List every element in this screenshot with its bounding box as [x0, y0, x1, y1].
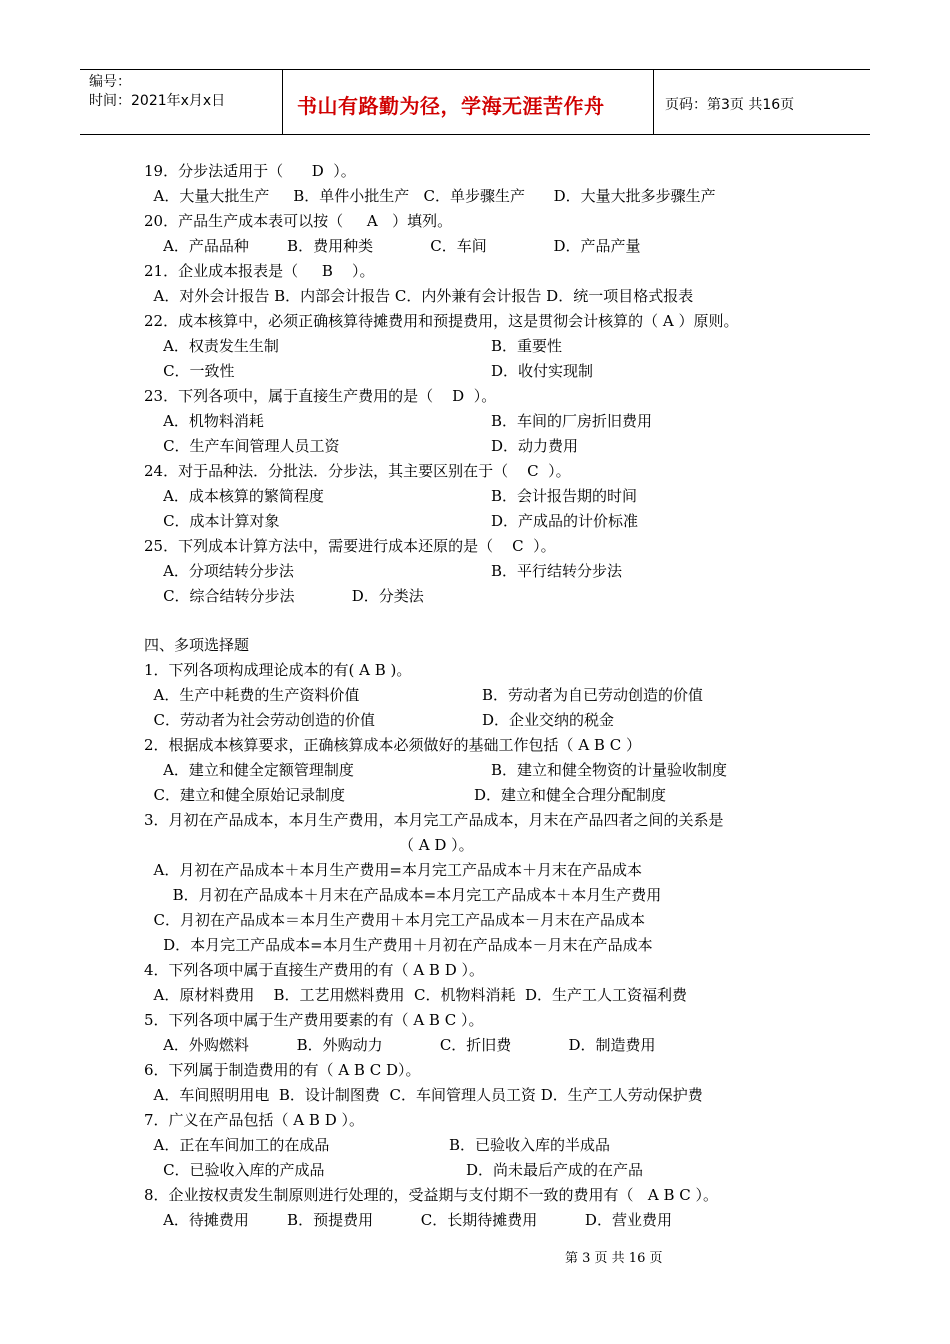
mc-option-2-d: D．建立和健全合理分配制度: [474, 786, 667, 804]
mc-question-7: 7．广义在产品包括（ A B D ）。: [144, 1111, 364, 1129]
question-25: 25．下列成本计算方法中，需要进行成本还原的是（ C ）。: [144, 537, 556, 555]
mc-option-3-a: A．月初在产品成本＋本月生产费用=本月完工产品成本＋月末在产品成本: [144, 861, 642, 879]
question-21: 21．企业成本报表是（ B ）。: [144, 262, 375, 280]
serial-label: 编号：: [89, 74, 131, 90]
mc-option-3-b: B．月初在产品成本＋月末在产品成本=本月完工产品成本＋本月生产费用: [144, 886, 662, 904]
option-25-a: A．分项结转分步法: [144, 562, 294, 580]
mc-option-3-d: D．本月完工产品成本=本月生产费用＋月初在产品成本－月末在产品成本: [144, 936, 653, 954]
header-top-rule: [80, 69, 870, 70]
option-22-d: D．收付实现制: [491, 362, 594, 380]
mc-option-7-a: A．正在车间加工的在成品: [144, 1136, 330, 1154]
mc-options-6: A．车间照明用电 B．设计制图费 C．车间管理人员工资 D．生产工人劳动保护费: [144, 1086, 703, 1104]
mc-question-6: 6．下列属于制造费用的有（ A B C D）。: [144, 1061, 421, 1079]
mc-option-3-c: C．月初在产品成本＝本月生产费用＋本月完工产品成本－月末在产品成本: [144, 911, 646, 929]
date-label: 时间：2021年x月x日: [89, 93, 226, 109]
mc-question-4: 4．下列各项中属于直接生产费用的有（ A B D ）。: [144, 961, 484, 979]
mc-question-8: 8．企业按权责发生制原则进行处理的，受益期与支付期不一致的费用有（ A B C ）。: [144, 1186, 718, 1204]
option-23-d: D．动力费用: [491, 437, 579, 455]
options-21: A．对外会计报告 B．内部会计报告 C．内外兼有会计报告 D．统一项目格式报表: [144, 287, 694, 305]
options-25-cd: C．综合结转分步法 D．分类法: [144, 587, 424, 605]
option-23-b: B．车间的厂房折旧费用: [491, 412, 653, 430]
mc-question-1: 1．下列各项构成理论成本的有( A B )。: [144, 661, 412, 679]
option-22-c: C．一致性: [144, 362, 235, 380]
header-bottom-rule: [80, 134, 870, 135]
mc-option-2-b: B．建立和健全物资的计量验收制度: [491, 761, 728, 779]
option-23-c: C．生产车间管理人员工资: [144, 437, 340, 455]
option-22-a: A．权责发生生制: [144, 337, 279, 355]
mc-option-1-d: D．企业交纳的税金: [482, 711, 615, 729]
page-footer: 第 3 页 共 16 页: [565, 1251, 663, 1266]
question-19: 19．分步法适用于（ D ）。: [144, 162, 356, 180]
page-info: 页码：第3页 共16页: [665, 97, 795, 113]
question-22: 22．成本核算中，必须正确核算待摊费用和预提费用，这是贯彻会计核算的（ A ）原则。: [144, 312, 739, 330]
mc-options-4: A．原材料费用 B．工艺用燃料费用 C．机物料消耗 D．生产工人工资福利费: [144, 986, 688, 1004]
option-24-a: A．成本核算的繁简程度: [144, 487, 324, 505]
options-20: A．产品品种 B．费用种类 C．车间 D．产品产量: [144, 237, 641, 255]
section-heading: 四、多项选择题: [144, 636, 250, 654]
mc-option-7-b: B．已验收入库的半成品: [449, 1136, 611, 1154]
mc-question-5: 5．下列各项中属于生产费用要素的有（ A B C ）。: [144, 1011, 484, 1029]
mc-answer-3: （ A D ）。: [399, 836, 474, 854]
mc-option-1-c: C．劳动者为社会劳动创造的价值: [144, 711, 376, 729]
mc-question-2: 2．根据成本核算要求，正确核算成本必须做好的基础工作包括（ A B C ）: [144, 736, 641, 754]
motto: 书山有路勤为径，学海无涯苦作舟: [297, 94, 605, 118]
question-23: 23．下列各项中，属于直接生产费用的是（ D ）。: [144, 387, 497, 405]
mc-options-5: A．外购燃料 B．外购动力 C．折旧费 D．制造费用: [144, 1036, 656, 1054]
option-24-b: B．会计报告期的时间: [491, 487, 638, 505]
question-24: 24．对于品种法．分批法．分步法，其主要区别在于（ C ）。: [144, 462, 571, 480]
mc-option-7-c: C．已验收入库的产成品: [144, 1161, 325, 1179]
mc-option-1-a: A．生产中耗费的生产资料价值: [144, 686, 360, 704]
option-24-c: C．成本计算对象: [144, 512, 280, 530]
mc-option-1-b: B．劳动者为自已劳动创造的价值: [482, 686, 704, 704]
header-separator-left: [282, 69, 283, 135]
option-22-b: B．重要性: [491, 337, 563, 355]
mc-option-2-c: C．建立和健全原始记录制度: [144, 786, 346, 804]
header-separator-right: [653, 69, 654, 135]
mc-option-7-d: D．尚未最后产成的在产品: [466, 1161, 644, 1179]
option-25-b: B．平行结转分步法: [491, 562, 623, 580]
mc-option-2-a: A．建立和健全定额管理制度: [144, 761, 354, 779]
option-23-a: A．机物料消耗: [144, 412, 264, 430]
options-19: A．大量大批生产 B．单件小批生产 C．单步骤生产 D．大量大批多步骤生产: [144, 187, 716, 205]
mc-options-8: A．待摊费用 B．预提费用 C．长期待摊费用 D．营业费用: [144, 1211, 672, 1229]
mc-question-3: 3．月初在产品成本，本月生产费用，本月完工产品成本，月末在产品四者之间的关系是: [144, 811, 724, 829]
option-24-d: D．产成品的计价标准: [491, 512, 639, 530]
question-20: 20．产品生产成本表可以按（ A ）填列。: [144, 212, 453, 230]
